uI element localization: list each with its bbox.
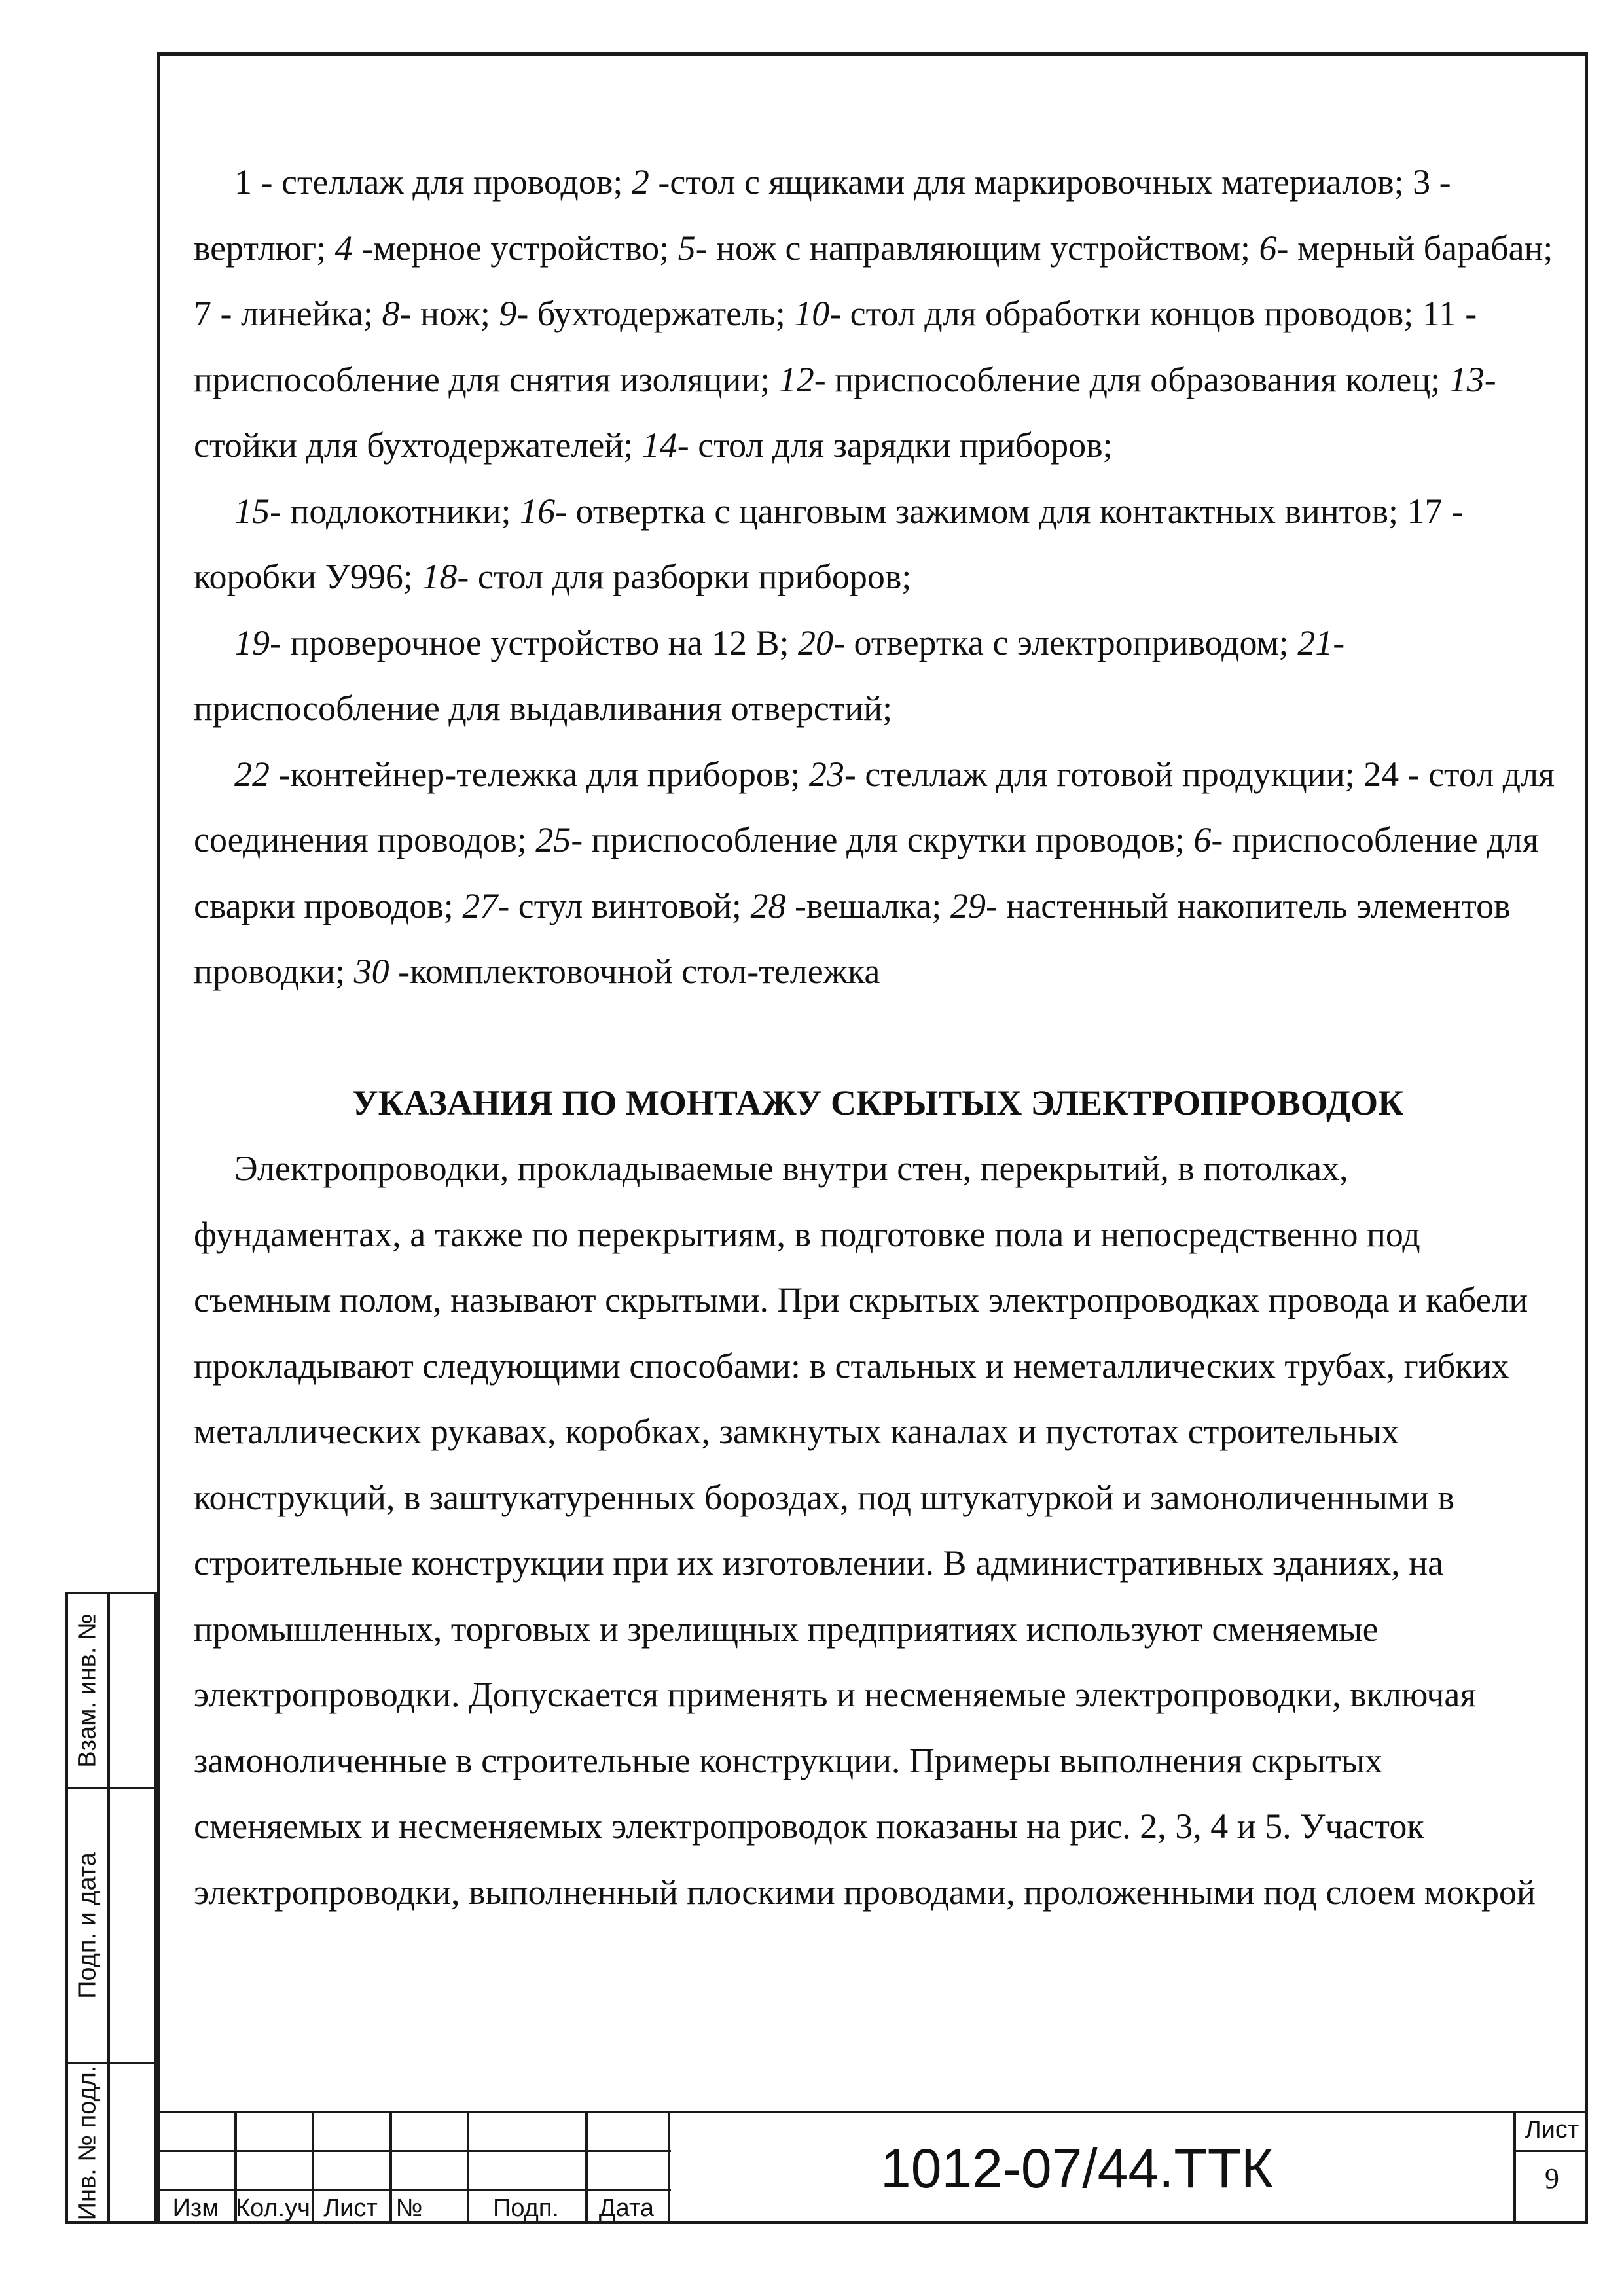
legend-item-number: 27 [462,886,498,925]
legend-item-number: 22 [234,754,270,794]
legend-item-number: 30 [353,952,389,991]
legend-item-number: 6 [1259,228,1277,268]
legend-text: - приспособление для образования колец; [814,359,1449,399]
legend-text: - нож с направляющим устройством; [695,228,1259,268]
col-kol-uch: Кол.уч [236,2195,310,2222]
legend-item-number: 20 [798,622,834,662]
legend-item-number: 15 [234,491,270,531]
legend-item-number: 28 [750,886,786,925]
legend-paragraph [194,478,1555,610]
stamp-vzam-inv [65,1592,157,1789]
col-data: Дата [598,2195,655,2222]
col-number: № [395,2195,423,2222]
sheet-number: 9 [1545,2162,1559,2195]
legend-item-number: 13 [1449,359,1485,399]
stamp-vzam-inv-label: Взам. инв. № [73,1613,101,1768]
legend-item-number: 23 [808,754,844,794]
legend-item-number: 10 [794,294,830,333]
stamp-podp-data-label: Подп. и дата [73,1852,101,1999]
legend-item-number: 29 [950,886,986,925]
legend-text: - отвертка с электроприводом; [833,622,1298,662]
legend-paragraph [194,610,1555,742]
section-paragraph: Электропроводки, прокладываемые внутри стен, перекрытий, в потолках, фундаментах, а также по перекрытиям, в подготовке пола и непосредственно под съемным полом, называют скрытыми. При скрытых электропроводках провода и кабели прокладывают следующими способами: в стальных и неметаллических трубах, гибких металлических рукавах, коробках, замкнутых каналах и пустотах строительных конструкций, в заштукатуренных бороздах, под штукатуркой и замоноличенными в строительные конструкции при их изготовлении. В административных зданиях, на промышленных, торговых и зрелищных предприятиях используют сменяемые электропроводки. Допускается применять и несменяемые электропроводки, включая замоноличенные в строительные конструкции. Примеры выполнения скрытых сменяемых и несменяемых электропроводок показаны на рис. 2, 3, 4 и 5. Участок электропроводки, выполненный плоскими проводами, проложенными под слоем мокрой [194,1149,1536,1912]
legend-paragraph [194,149,1555,478]
stamp-podp-data [65,1787,157,2064]
stamp-inv-podl [65,2062,157,2224]
legend-text: - бухтодержатель; [516,294,795,333]
sheet-label: Лист [1525,2116,1579,2144]
document-body [194,149,1555,1925]
legend-text: - стойки для бухтодержателей; [194,359,1496,465]
legend-item-number: 6 [1193,820,1212,859]
legend-text: -контейнер-тележка для приборов; [270,754,809,794]
legend-text: - стол для зарядки приборов; [677,425,1113,465]
legend-text: - проверочное устройство на 12 В; [270,622,799,662]
legend-text: -комплектовочной стол-тележка [389,952,880,991]
section-heading: УКАЗАНИЯ ПО МОНТАЖУ СКРЫТЫХ ЭЛЕКТРОПРОВОДОК [352,1083,1404,1122]
legend-text: - приспособление для скрутки проводов; [571,820,1194,859]
legend-item-number: 2 [631,162,649,202]
legend-text: - приспособление для сварки проводов; [194,820,1539,925]
col-list: Лист [323,2195,378,2222]
legend-text: -мерное устройство; [352,228,678,268]
legend-item-number: 25 [535,820,571,859]
legend-item-number: 5 [677,228,696,268]
legend-item-number: 19 [234,622,270,662]
legend-text: 1 - стеллаж для проводов; [234,162,632,202]
legend-item-number: 4 [334,228,353,268]
sheet-cell-line [1516,2150,1588,2152]
col-podp: Подп. [493,2195,559,2222]
legend-item-number: 12 [778,359,814,399]
title-block-top-line [157,2111,1588,2113]
legend-item-number: 9 [499,294,517,333]
title-block [157,2111,1588,2224]
legend-paragraph [194,742,1555,1005]
legend-text: -стол с ящиками для маркировочных материалов; 3 - вертлюг; [194,162,1451,268]
legend-item-number: 18 [422,557,458,596]
legend-item-number: 16 [520,491,556,531]
document-code: 1012-07/44.ТТК [880,2138,1273,2199]
legend-text: - мерный барабан; 7 - линейка; [194,228,1553,333]
legend-item-number: 21 [1297,622,1333,662]
legend-text: - стул винтовой; [497,886,751,925]
legend-text: -вешалка; [785,886,950,925]
legend-text: - подлокотники; [270,491,520,531]
figure-legend [194,149,1555,1005]
legend-text: - настенный накопитель элементов проводки; [194,886,1511,991]
legend-text: - приспособление для выдавливания отверстий; [194,622,1345,728]
legend-text: - отвертка с цанговым зажимом для контактных винтов; 17 - коробки У996; [194,491,1464,596]
legend-item-number: 8 [382,294,400,333]
legend-text: - нож; [399,294,499,333]
legend-text: - стеллаж для готовой продукции; 24 - стол для соединения проводов; [194,754,1555,859]
col-izm: Изм [172,2195,219,2222]
stamp-inv-podl-label: Инв. № подл. [73,2065,101,2221]
legend-item-number: 14 [641,425,677,465]
legend-text: - стол для обработки концов проводов; 11 - приспособление для снятия изоляции; [194,294,1477,399]
legend-text: - стол для разборки приборов; [457,557,912,596]
